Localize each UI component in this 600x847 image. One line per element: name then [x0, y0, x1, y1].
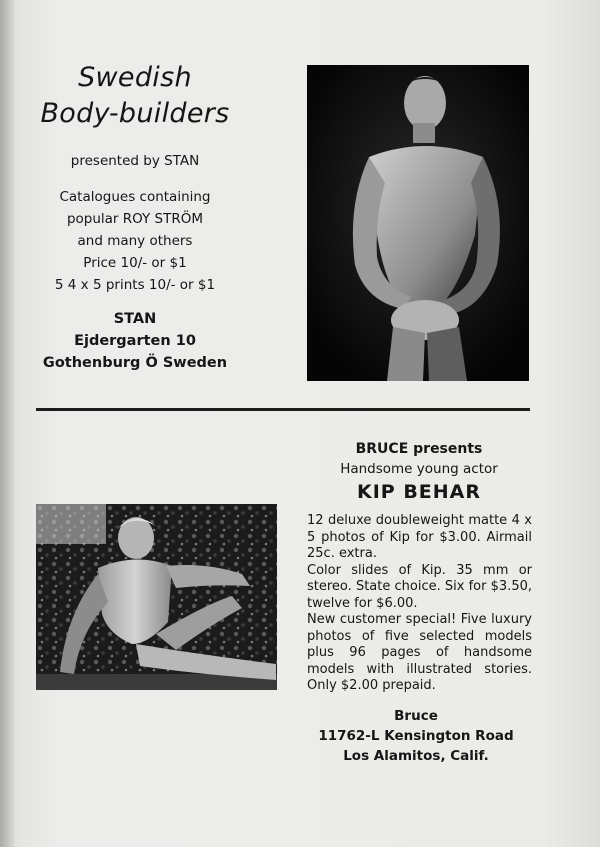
model-headline: KIP BEHAR — [356, 481, 482, 503]
page-fold-shadow — [0, 0, 14, 847]
ad-subhead: Handsome young actor — [340, 461, 498, 477]
bruce-advertisement-header — [300, 438, 538, 506]
address-name: STAN — [113, 311, 157, 327]
section-divider — [36, 408, 530, 411]
presented-by: presented by STAN — [70, 153, 200, 169]
address-city: Los Alamitos, Calif. — [343, 748, 489, 764]
address-street: 11762-L Kensington Road — [318, 728, 514, 744]
ad-title-line-1: Swedish — [78, 62, 192, 93]
catalogue-line: popular ROY STRÖM — [66, 211, 204, 227]
advertiser-name: BRUCE — [355, 441, 409, 457]
address-name: Bruce — [394, 708, 438, 724]
presents-label: presents — [413, 441, 483, 457]
bruce-address — [296, 706, 536, 766]
kip-offer-text — [307, 513, 532, 695]
catalogue-line: Catalogues containing — [59, 189, 211, 205]
offer-paragraph-slides: Color slides of Kip. 35 mm or stereo. State choice. Six for $3.50, twelve for $6.00. — [307, 562, 532, 611]
advertiser-heading — [300, 438, 538, 460]
offer-paragraph-photos: 12 deluxe doubleweight matte 4 x 5 photos of Kip for $3.00. Airmail 25c. extra. — [307, 513, 532, 561]
offer-paragraph-special: New customer special! Five luxury photos of five selected models plus 96 pages of handsome models with illustrated stories. Only $2.00 prepaid. — [307, 612, 532, 693]
stan-advertisement — [30, 60, 240, 374]
bodybuilder-photo-standing — [307, 65, 529, 381]
address-street: Ejdergarten 10 — [74, 333, 196, 349]
catalogue-description — [30, 186, 240, 296]
bodybuilder-photo-reclining — [36, 504, 277, 690]
catalogue-line: and many others — [77, 233, 193, 249]
stan-address — [30, 308, 240, 374]
prints-price-line: 5 4 x 5 prints 10/- or $1 — [54, 277, 216, 293]
price-line: Price 10/- or $1 — [83, 255, 187, 271]
ad-title-line-2: Body-builders — [40, 98, 230, 129]
address-city: Gothenburg Ö Sweden — [42, 355, 228, 371]
